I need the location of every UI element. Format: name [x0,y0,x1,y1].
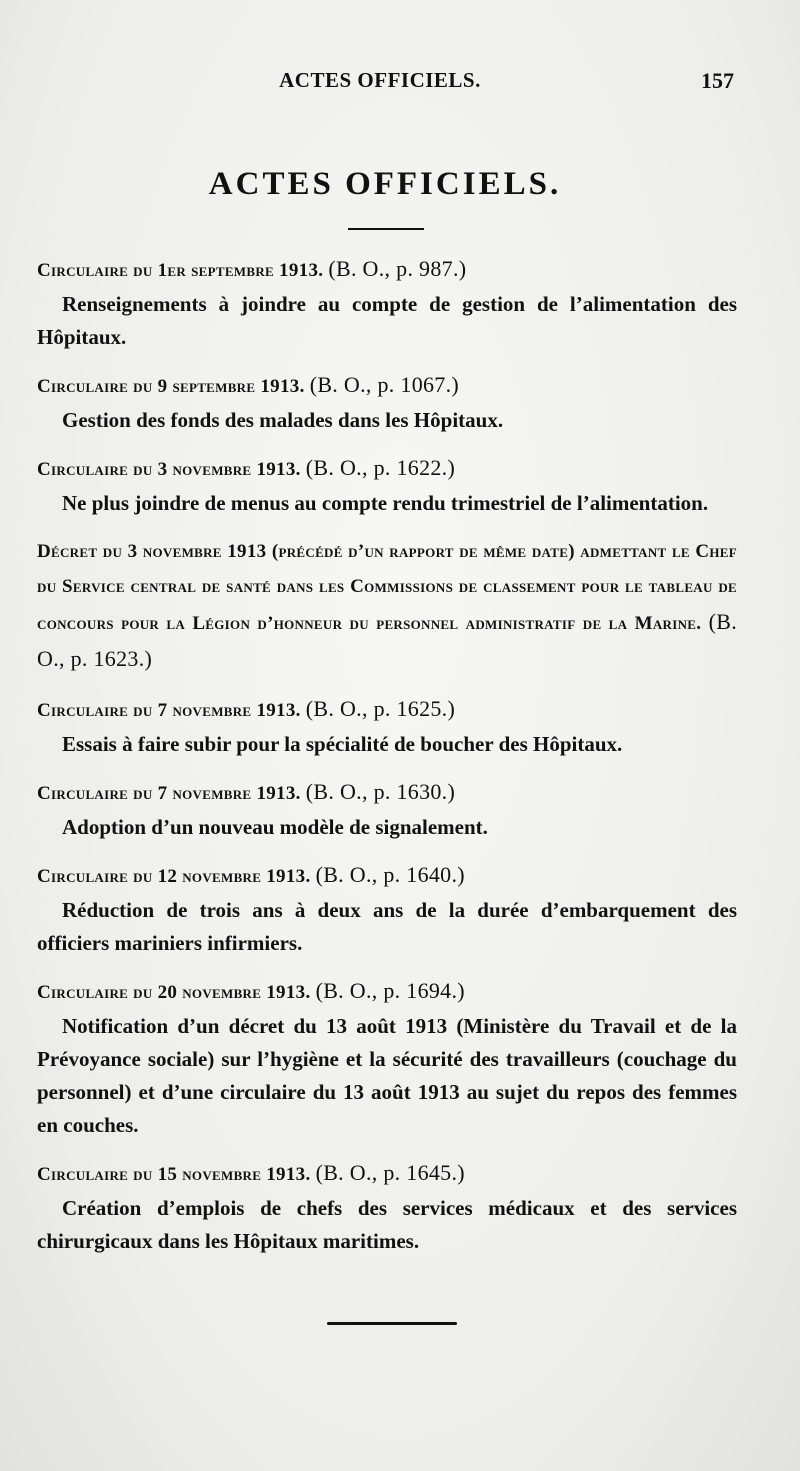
entry-heading-text: Circulaire du 1er septembre 1913. [37,260,324,281]
entry-description: Notification d’un décret du 13 août 1913 (Ministère du Travail et de la Prévoyance sociale) sur l’hygiène et la sécurité des travailleurs (couchage du personnel) et d’une circulaire du 13 août 1913 au sujet du repos des femmes en couches. [37,1014,737,1137]
entry [37,692,737,761]
entry-list [37,252,737,1272]
entry-heading-text: Circulaire du 3 novembre 1913. [37,459,301,480]
entry-heading [37,534,737,678]
entry-reference: (B. O., p. 1630.) [305,779,456,804]
entry-description: Renseignements à joindre au compte de gestion de l’alimentation des Hôpitaux. [37,292,737,349]
entry-heading [37,692,737,728]
entry-reference: (B. O., p. 1623.) [37,609,737,671]
entry-heading [37,451,737,487]
entry [37,775,737,844]
entry-reference: (B. O., p. 1067.) [309,372,460,397]
entry-heading [37,252,737,288]
entry-heading-text: Circulaire du 12 novembre 1913. [37,866,311,887]
entry-reference: (B. O., p. 1622.) [305,455,456,480]
entry-reference: (B. O., p. 1640.) [315,862,465,887]
entry-heading [37,974,737,1010]
entry [37,974,737,1142]
end-divider [327,1322,457,1325]
entry-heading [37,858,737,894]
entry-reference: (B. O., p. 1645.) [315,1160,465,1185]
entry-heading-text: Circulaire du 15 novembre 1913. [37,1164,311,1185]
entry-description: Gestion des fonds des malades dans les Hôpitaux. [62,408,504,432]
page-number: 157 [701,68,734,93]
entry [37,368,737,437]
decree-entry [37,534,737,678]
entry-reference: (B. O., p. 987.) [328,256,467,281]
entry-reference: (B. O., p. 1694.) [315,978,465,1003]
entry-heading [37,368,737,404]
running-header [0,68,800,98]
entry-heading [37,1156,737,1192]
entry-heading-text: Circulaire du 20 novembre 1913. [37,982,311,1003]
entry-description: Réduction de trois ans à deux ans de la durée d’embarquement des officiers mariniers infirmiers. [37,898,737,955]
entry-description: Création d’emplois de chefs des services médicaux et des services chirurgicaux dans les Hôpitaux maritimes. [37,1196,737,1253]
entry-reference: (B. O., p. 1625.) [305,696,456,721]
running-title: ACTES OFFICIELS. [279,68,481,92]
entry-heading-text: Circulaire du 7 novembre 1913. [37,700,301,721]
page-title: ACTES OFFICIELS. [208,166,562,202]
entry-heading-text: Décret du 3 novembre 1913 (précédé d’un rapport de même date) admettant le Chef du Service central de santé dans les Commissions de classement pour le tableau de concours pour la Légion d’honneur du personnel administratif de la Marine. [37,541,737,634]
entry-description: Essais à faire subir pour la spécialité de boucher des Hôpitaux. [62,732,623,756]
title-divider [348,228,424,230]
entry [37,1156,737,1258]
entry-description: Adoption d’un nouveau modèle de signalement. [62,815,488,839]
entry-heading-text: Circulaire du 7 novembre 1913. [37,783,301,804]
entry [37,858,737,960]
entry [37,252,737,354]
entry [37,451,737,520]
entry-heading-text: Circulaire du 9 septembre 1913. [37,376,305,397]
entry-description: Ne plus joindre de menus au compte rendu trimestriel de l’alimentation. [62,491,709,515]
entry-heading [37,775,737,811]
